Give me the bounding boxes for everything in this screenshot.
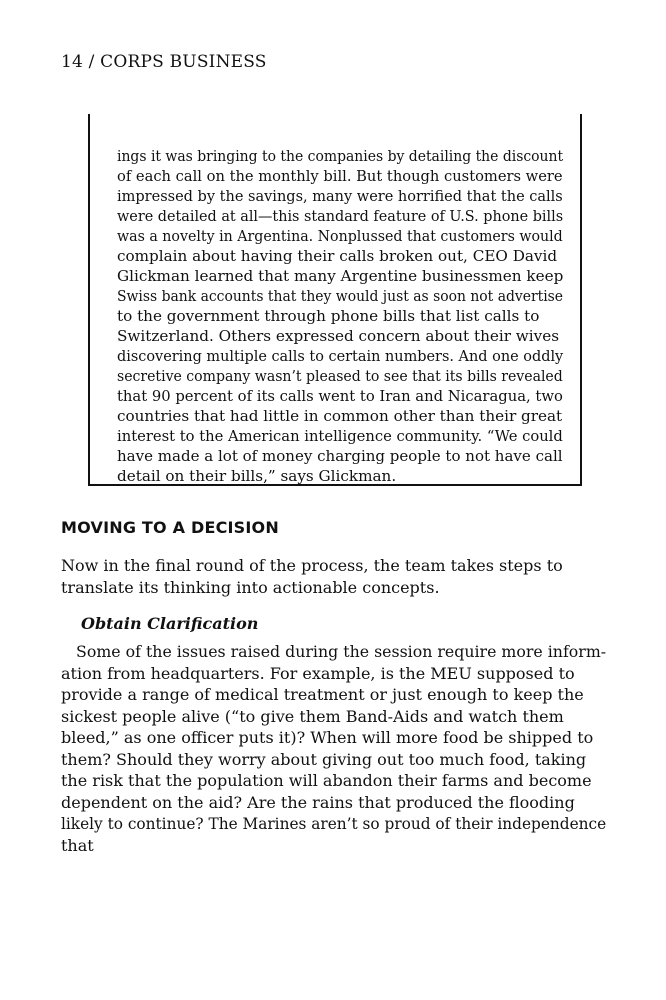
sidebar-line: to the government through phone bills that list calls to — [117, 307, 540, 325]
sidebar-line: ings it was bringing to the companies by detailing the discount — [117, 147, 564, 165]
paragraph-line: them? Should they worry about giving out too much food, taking — [61, 749, 587, 769]
paragraph-line: ation from headquarters. For example, is the MEU supposed to — [61, 663, 575, 683]
paragraph-line: Now in the final round of the process, the team takes steps to — [61, 556, 563, 575]
paragraph-line: that — [61, 835, 94, 855]
sidebar-line: were detailed at all—this standard feature of U.S. phone bills — [117, 207, 564, 225]
sidebar-line: secretive company wasn’t pleased to see that its bills revealed — [117, 367, 563, 385]
sidebar-line: interest to the American intelligence community. “We could — [117, 427, 563, 445]
intro-paragraph — [61, 555, 563, 598]
sidebar-text — [117, 146, 604, 486]
running-head: 14 / CORPS BUSINESS — [61, 52, 267, 72]
sidebar-line: Switzerland. Others expressed concern about their wives — [117, 327, 560, 345]
paragraph-line: bleed,” as one officer puts it)? When will more food be shipped to — [61, 728, 594, 747]
sidebar-line: countries that had little in common other than their great — [117, 407, 563, 425]
paragraph-line: dependent on the aid? Are the rains that produced the flooding — [61, 792, 575, 812]
paragraph-line: the risk that the population will abandon their farms and become — [61, 771, 592, 790]
section-heading: MOVING TO A DECISION — [61, 518, 279, 537]
sidebar-line: was a novelty in Argentina. Nonplussed that customers would — [117, 227, 563, 245]
subheading: Obtain Clarification — [81, 614, 259, 633]
sidebar-line: that 90 percent of its calls went to Iran and Nicaragua, two — [117, 387, 563, 405]
sidebar-line: impressed by the savings, many were horrified that the calls — [117, 187, 563, 205]
paragraph-line: likely to continue? The Marines aren’t so proud of their independence — [61, 814, 607, 833]
sidebar-line: complain about having their calls broken out, CEO David — [117, 247, 558, 265]
sidebar-line: Glickman learned that many Argentine businessmen keep — [117, 267, 564, 285]
paragraph-line: Some of the issues raised during the session require more inform- — [61, 642, 607, 661]
body-paragraph — [61, 641, 630, 856]
sidebar-line: have made a lot of money charging people to not have call — [117, 447, 563, 465]
paragraph-line: translate its thinking into actionable concepts. — [61, 577, 440, 597]
sidebar-line: Swiss bank accounts that they would just as soon not advertise — [117, 287, 564, 305]
sidebar-line: discovering multiple calls to certain numbers. And one oddly — [117, 347, 564, 365]
paragraph-line: provide a range of medical treatment or just enough to keep the — [61, 685, 584, 704]
paragraph-line: sickest people alive (“to give them Band-Aids and watch them — [61, 706, 564, 726]
sidebar-line: detail on their bills,” says Glickman. — [117, 467, 397, 485]
sidebar-line: of each call on the monthly bill. But though customers were — [117, 167, 563, 185]
